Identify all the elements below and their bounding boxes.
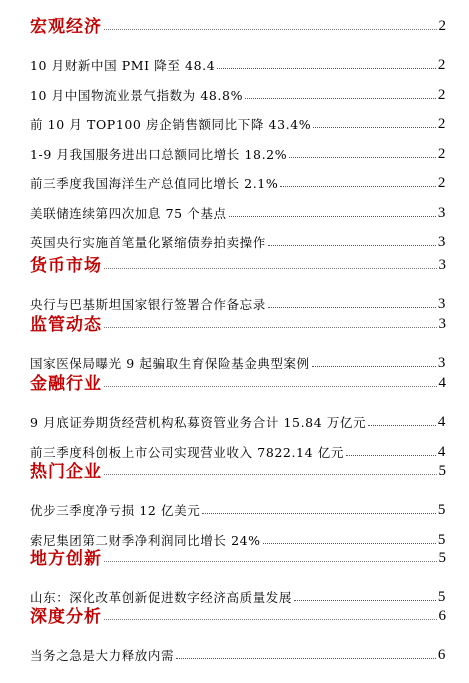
dot-leader	[368, 425, 436, 426]
page-number: 2	[437, 116, 446, 132]
dot-leader	[217, 68, 436, 69]
page-number: 3	[437, 204, 446, 221]
toc-entry[interactable]	[30, 143, 446, 163]
toc-section-heading[interactable]	[30, 601, 446, 627]
page-number: 2	[438, 18, 446, 34]
toc-item-title[interactable]: 山东：深化改革创新促进数字经济高质量发展	[30, 590, 293, 605]
page-number: 3	[437, 296, 446, 312]
toc-item-title[interactable]: 央行与巴基斯坦国家银行签署合作备忘录	[30, 297, 266, 312]
page-number: 3	[437, 234, 446, 250]
page-number: 2	[437, 145, 446, 162]
page-number: 3	[438, 316, 446, 332]
dot-leader	[202, 513, 436, 514]
toc-item-title[interactable]: 前三季度科创板上市公司实现营业收入 7822.14 亿元	[30, 444, 344, 460]
dot-leader	[280, 186, 436, 187]
page-number: 5	[438, 550, 446, 566]
dot-leader	[104, 386, 437, 387]
toc-item-title[interactable]: 前 10 月 TOP100 房企销售额同比下降 43.4%	[30, 117, 312, 132]
toc-entry[interactable]	[30, 202, 446, 222]
page-number: 4	[437, 443, 446, 460]
toc-section-heading[interactable]	[30, 368, 446, 394]
page-number: 6	[438, 608, 446, 624]
section-title[interactable]: 热门企业	[30, 462, 102, 482]
page-number: 3	[438, 257, 446, 273]
section-title[interactable]: 金融行业	[30, 374, 102, 394]
toc-item-title[interactable]: 优步三季度净亏损 12 亿美元	[30, 503, 201, 518]
section-title[interactable]: 宏观经济	[30, 17, 102, 37]
dot-leader	[289, 157, 436, 158]
page-number: 5	[437, 531, 446, 548]
toc-entry[interactable]	[30, 411, 446, 431]
toc-item-title[interactable]: 9 月底证券期货经营机构私募资管业务合计 15.84 万亿元	[30, 415, 367, 430]
page-number: 2	[437, 57, 446, 73]
toc-item-title[interactable]: 10 月财新中国 PMI 降至 48.4	[30, 58, 216, 73]
toc-item-title[interactable]: 美联储连续第四次加息 75 个基点	[30, 205, 227, 221]
dot-leader	[176, 658, 436, 659]
toc-entry[interactable]	[30, 54, 446, 74]
dot-leader	[245, 98, 436, 99]
page-number: 5	[438, 463, 446, 479]
section-title[interactable]: 货币市场	[30, 256, 102, 276]
page-number: 5	[437, 589, 446, 605]
section-title[interactable]: 地方创新	[30, 549, 102, 569]
toc-section-heading[interactable]	[30, 309, 446, 335]
toc-item-title[interactable]: 英国央行实施首笔量化紧缩债券拍卖操作	[30, 235, 266, 250]
toc-entry[interactable]	[30, 499, 446, 519]
dot-leader	[104, 474, 437, 475]
page-number: 4	[438, 375, 446, 391]
toc-item-title[interactable]: 国家医保局曝光 9 起骗取生育保险基金典型案例	[30, 356, 310, 371]
dot-leader	[312, 366, 436, 367]
toc-item-title[interactable]: 1-9 月我国服务进出口总额同比增长 18.2%	[30, 146, 288, 162]
toc-section-heading[interactable]	[30, 543, 446, 569]
page-number: 4	[437, 414, 446, 430]
page-number: 6	[437, 647, 446, 663]
toc-section-heading[interactable]	[30, 11, 446, 37]
toc-entry[interactable]	[30, 172, 446, 192]
dot-leader	[104, 619, 437, 620]
toc-item-title[interactable]: 10 月中国物流业景气指数为 48.8%	[30, 87, 244, 103]
page-number: 2	[437, 175, 446, 191]
dot-leader	[268, 245, 436, 246]
page-number: 2	[437, 86, 446, 103]
toc-section-heading[interactable]	[30, 456, 446, 482]
dot-leader	[268, 307, 436, 308]
dot-leader	[104, 29, 437, 30]
dot-leader	[104, 268, 437, 269]
section-title[interactable]: 监管动态	[30, 315, 102, 335]
dot-leader	[104, 561, 437, 562]
dot-leader	[313, 127, 436, 128]
toc-entry[interactable]	[30, 84, 446, 104]
toc-entry[interactable]	[30, 644, 446, 664]
toc-item-title[interactable]: 前三季度我国海洋生产总值同比增长 2.1%	[30, 176, 279, 191]
toc-item-title[interactable]: 索尼集团第二财季净利润同比增长 24%	[30, 532, 261, 548]
toc-section-heading[interactable]	[30, 250, 446, 276]
toc-entry[interactable]	[30, 231, 446, 251]
page-number: 5	[437, 502, 446, 518]
toc-item-title[interactable]: 当务之急是大力释放内需	[30, 648, 175, 663]
page-number: 3	[437, 355, 446, 371]
toc-entry[interactable]	[30, 113, 446, 133]
section-title[interactable]: 深度分析	[30, 607, 102, 627]
dot-leader	[229, 216, 436, 217]
dot-leader	[104, 327, 437, 328]
